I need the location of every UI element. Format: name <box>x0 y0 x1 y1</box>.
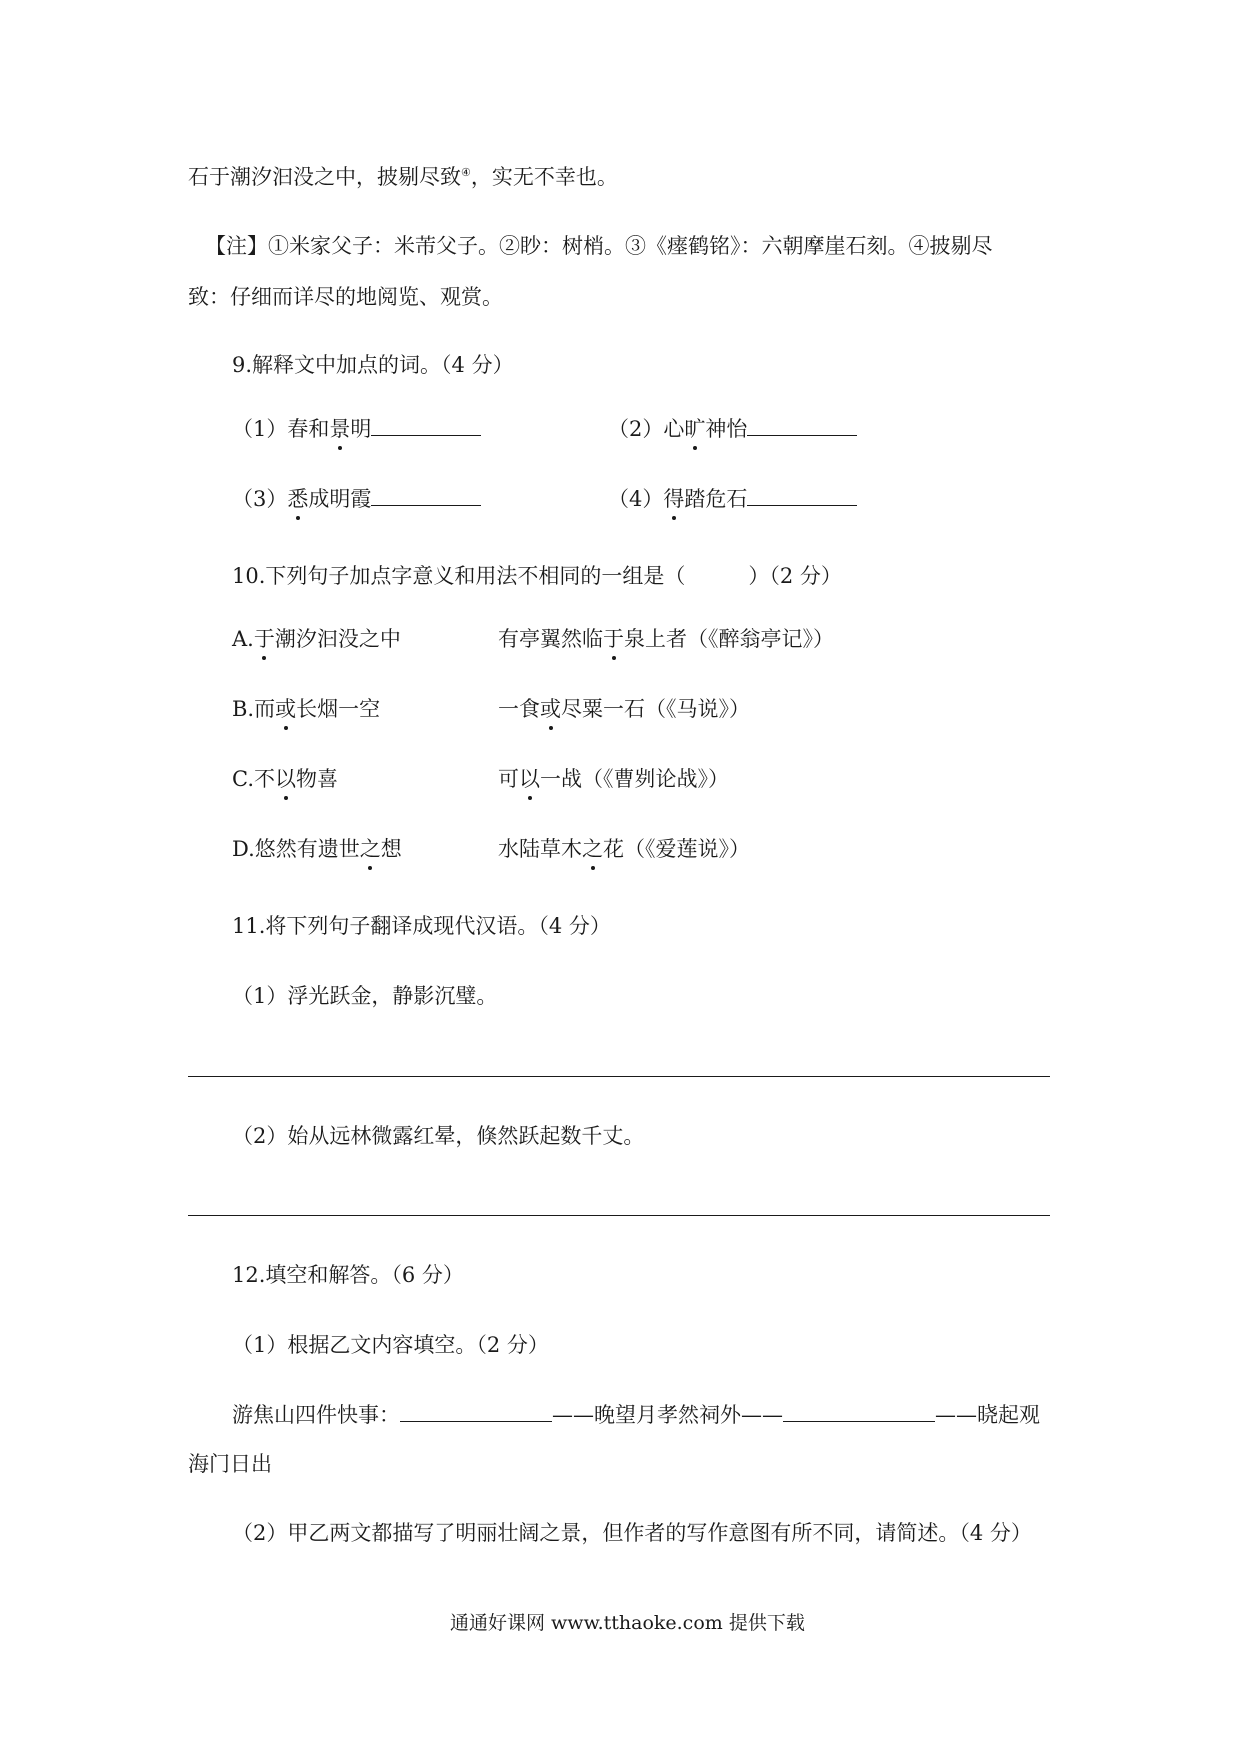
emphasized-char: 或 <box>275 694 296 724</box>
q10-option-c-left: C.不以物喜 <box>232 764 338 794</box>
note-line-1: 【注】①米家父子：米芾父子。②眇：树梢。③《瘗鹤铭》：六朝摩崖石刻。④披剔尽 <box>205 234 993 258</box>
q9-item-4: （4）得踏危石 <box>608 484 857 514</box>
page-footer: 通通好课网 www.tthaoke.com 提供下载 <box>450 1612 805 1634</box>
emphasized-char: 以 <box>275 764 296 794</box>
q11-sentence-2: （2）始从远林微露红晕，倏然跃起数千丈。 <box>232 1124 645 1148</box>
emphasized-char: 景 <box>329 414 350 444</box>
answer-blank[interactable] <box>747 485 857 506</box>
q10-option-b-left: B.而或长烟一空 <box>232 694 380 724</box>
q12-sub-2: （2）甲乙两文都描写了明丽壮阔之景，但作者的写作意图有所不同，请简述。（4 分） <box>232 1521 1032 1545</box>
emphasized-char: 以 <box>519 764 540 794</box>
q10-option-d-left: D.悠然有遗世之想 <box>232 834 402 864</box>
answer-line[interactable] <box>188 1076 1050 1077</box>
q10-option-d-right: 水陆草木之花（《爱莲说》） <box>498 834 750 864</box>
passage-final-line: 石于潮汐汩没之中，披剔尽致④，实无不幸也。 <box>188 165 618 189</box>
emphasized-char: 旷 <box>684 414 705 444</box>
q12-sub-1: （1）根据乙文内容填空。（2 分） <box>232 1333 549 1357</box>
answer-line[interactable] <box>188 1215 1050 1216</box>
question-11-stem: 11.将下列句子翻译成现代汉语。（4 分） <box>232 914 611 938</box>
q10-option-a-left: A.于潮汐汩没之中 <box>232 624 401 654</box>
emphasized-char: 悉 <box>287 484 308 514</box>
q12-fill-line-cont: 海门日出 <box>188 1452 272 1476</box>
q10-option-a-right: 有亭翼然临于泉上者（《醉翁亭记》） <box>498 624 834 654</box>
answer-blank[interactable] <box>371 485 481 506</box>
q9-item-3: （3）悉成明霞 <box>232 484 481 514</box>
footnote-marker: ④ <box>461 166 471 179</box>
emphasized-char: 于 <box>254 624 275 654</box>
q12-fill-line: 游焦山四件快事： ——晚望月孝然祠外—— ——晓起观 <box>232 1403 1040 1427</box>
q9-item-1: （1）春和景明 <box>232 414 481 444</box>
emphasized-char: 得 <box>663 484 684 514</box>
emphasized-char: 或 <box>540 694 561 724</box>
question-10-stem: 10.下列句子加点字意义和用法不相同的一组是（ ）（2 分） <box>232 564 842 588</box>
q10-option-b-right: 一食或尽粟一石（《马说》） <box>498 694 750 724</box>
emphasized-char: 之 <box>360 834 381 864</box>
answer-blank[interactable] <box>371 415 481 436</box>
emphasized-char: 之 <box>582 834 603 864</box>
emphasized-char: 于 <box>603 624 624 654</box>
question-12-stem: 12.填空和解答。（6 分） <box>232 1263 464 1287</box>
q10-option-c-right: 可以一战（《曹刿论战》） <box>498 764 729 794</box>
answer-blank[interactable] <box>400 1401 552 1422</box>
q11-sentence-1: （1）浮光跃金，静影沉璧。 <box>232 984 498 1008</box>
q9-item-2: （2）心旷神怡 <box>608 414 857 444</box>
answer-blank[interactable] <box>783 1401 935 1422</box>
question-9-stem: 9.解释文中加点的词。（4 分） <box>232 353 514 377</box>
answer-blank[interactable] <box>747 415 857 436</box>
note-line-2: 致：仔细而详尽的地阅览、观赏。 <box>188 285 503 309</box>
